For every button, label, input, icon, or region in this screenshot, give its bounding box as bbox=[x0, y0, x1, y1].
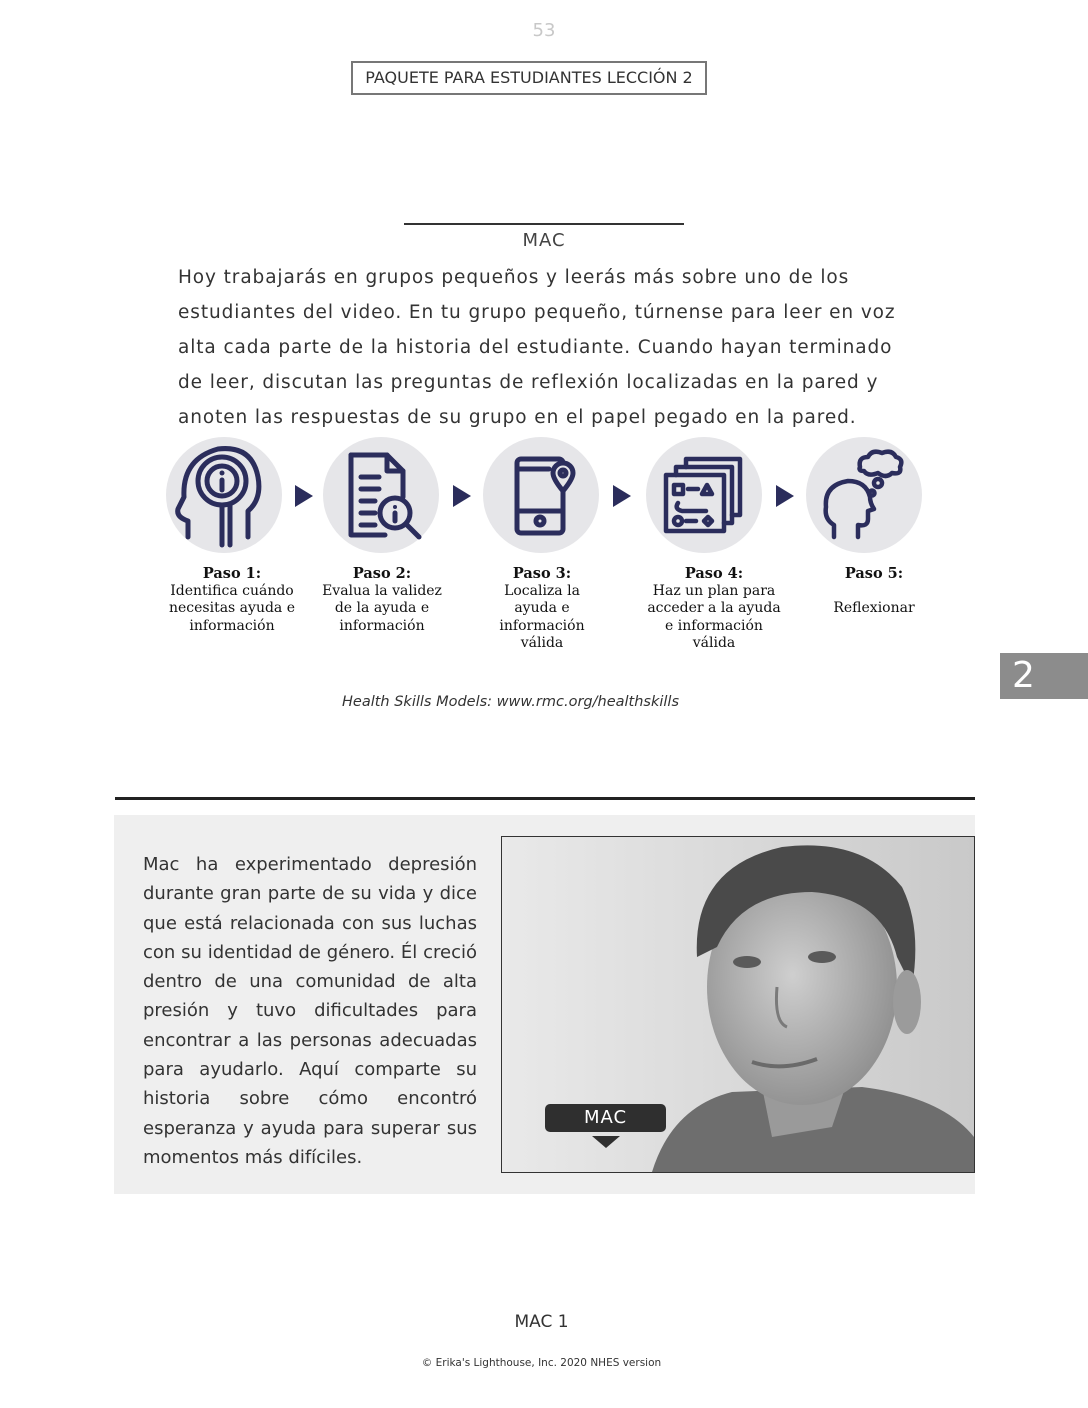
name-tag-pointer bbox=[592, 1136, 620, 1148]
head-info-icon bbox=[166, 437, 282, 553]
copyright-notice: © Erika's Lighthouse, Inc. 2020 NHES version bbox=[421, 1357, 662, 1369]
phone-location-icon bbox=[483, 437, 599, 553]
lesson-header: PAQUETE PARA ESTUDIANTES LECCIÓN 2 bbox=[351, 61, 707, 95]
step-2-text: Evalua la validez de la ayuda e información bbox=[322, 582, 442, 634]
intro-paragraph: Hoy trabajarás en grupos pequeños y leerás más sobre uno de los estudiantes del video. En tu grupo pequeño, túrnense para leer en voz alta cada parte de la historia del estudiante. Cuando hayan terminado de leer, discutan las preguntas de reflexión localizadas en la pared y anoten las respuestas de su grupo en el papel pegado en la pared. bbox=[178, 267, 896, 428]
footer-page-label: MAC 1 bbox=[514, 1312, 569, 1332]
step-1-text: Identifica cuándo necesitas ayuda e información bbox=[168, 582, 295, 634]
step-4-circle bbox=[646, 437, 762, 553]
step-5-heading: Paso 5: bbox=[844, 565, 904, 582]
step-3-text: Localiza la ayuda e información válida bbox=[499, 582, 585, 651]
head-thought-icon bbox=[806, 437, 922, 553]
step-3-heading: Paso 3: bbox=[512, 565, 572, 582]
section-title: MAC bbox=[522, 230, 566, 251]
step-1-label bbox=[158, 565, 306, 635]
step-2-heading: Paso 2: bbox=[352, 565, 412, 582]
source-caption: Health Skills Models: www.rmc.org/healthskills bbox=[342, 694, 679, 710]
lesson-side-tab: 2 bbox=[1000, 653, 1088, 699]
bio-paragraph: Mac ha experimentado depresión durante gran parte de su vida y dice que está relacionada con sus luchas con su identidad de género. Él creció dentro de una comunidad de alta presión y tuvo dificultades para encontrar a las personas adecuadas para ayudarlo. Aquí comparte su historia sobre cómo encontró esperanza y ayuda para superar sus momentos más difíciles. bbox=[143, 854, 477, 1168]
step-2-label bbox=[322, 565, 442, 635]
chevron-right-icon bbox=[774, 483, 798, 509]
chevron-right-icon bbox=[611, 483, 635, 509]
step-5-label bbox=[812, 565, 936, 617]
name-tag: MAC bbox=[545, 1104, 666, 1132]
step-1-circle bbox=[166, 437, 282, 553]
chevron-right-icon bbox=[451, 483, 475, 509]
step-1-heading: Paso 1: bbox=[202, 565, 262, 582]
step-4-label bbox=[643, 565, 785, 653]
step-4-heading: Paso 4: bbox=[684, 565, 744, 582]
page-number: 53 bbox=[532, 20, 556, 41]
document-search-icon bbox=[323, 437, 439, 553]
section-divider bbox=[115, 797, 975, 800]
step-2-circle bbox=[323, 437, 439, 553]
title-rule bbox=[404, 223, 684, 225]
step-3-label bbox=[482, 565, 602, 653]
step-4-text: Haz un plan para acceder a la ayuda e información válida bbox=[647, 582, 781, 651]
step-5-circle bbox=[806, 437, 922, 553]
plan-cards-icon bbox=[646, 437, 762, 553]
step-3-circle bbox=[483, 437, 599, 553]
chevron-right-icon bbox=[293, 483, 317, 509]
step-5-text: Reflexionar bbox=[833, 599, 915, 616]
